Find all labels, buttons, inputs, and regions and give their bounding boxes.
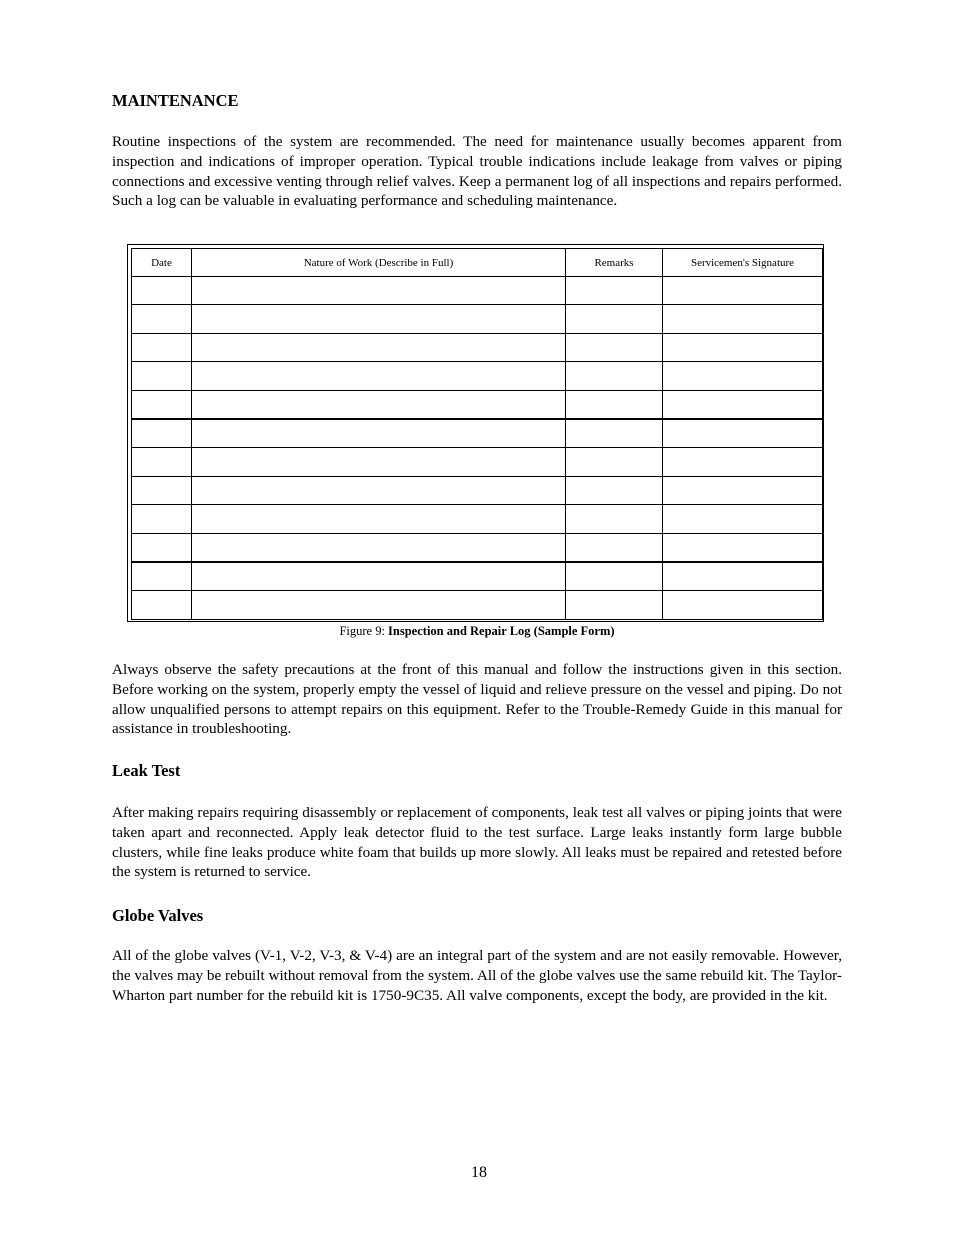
inspection-log-table (131, 248, 823, 620)
signature-cell (663, 591, 823, 620)
signature-cell (663, 419, 823, 448)
figure-title: Inspection and Repair Log (Sample Form) (388, 624, 615, 638)
maintenance-heading: MAINTENANCE (112, 91, 239, 110)
log-row (132, 305, 823, 333)
log-row (132, 362, 823, 390)
log-row (132, 505, 823, 533)
remarks-cell (566, 333, 663, 361)
work-cell (192, 305, 566, 333)
maintenance-paragraph: Routine inspections of the system are recommended. The need for maintenance usually becomes apparent from inspection and indications of improper operation. Typical trouble indications include leakage from valves or piping connections and excessive venting through relief valves. Keep a permanent log of all inspections and repairs performed. Such a log can be valuable in evaluating performance and scheduling maintenance. (112, 133, 842, 210)
log-row (132, 533, 823, 562)
signature-cell (663, 277, 823, 305)
date-cell (132, 505, 192, 533)
date-cell (132, 419, 192, 448)
work-cell (192, 476, 566, 504)
work-cell (192, 333, 566, 361)
remarks-cell (566, 562, 663, 591)
signature-cell (663, 533, 823, 562)
date-cell (132, 533, 192, 562)
leak-test-paragraph: After making repairs requiring disassembly or replacement of components, leak test all valves or piping joints that were taken apart and reconnected. Apply leak detector fluid to the test surface. Large leaks instantly form large bubble clusters, while fine leaks produce white foam that builds up more slowly. All leaks must be repaired and retested before the system is returned to service. (112, 804, 842, 881)
date-cell (132, 476, 192, 504)
date-cell (132, 390, 192, 419)
log-row (132, 390, 823, 419)
column-header-remarks: Remarks (566, 249, 663, 277)
signature-cell (663, 476, 823, 504)
safety-paragraph: Always observe the safety precautions at the front of this manual and follow the instructions given in this section. Before working on the system, properly empty the vessel of liquid and relieve pressure on the vessel and piping. Do not allow unqualified persons to attempt repairs on this equipment. Refer to the Trouble-Remedy Guide in this manual for assistance in troubleshooting. (112, 661, 842, 738)
page-number: 18 (471, 1164, 487, 1181)
log-row (132, 448, 823, 476)
figure-label: Figure 9: (339, 624, 389, 638)
remarks-cell (566, 419, 663, 448)
work-cell (192, 419, 566, 448)
inspection-log-form (127, 244, 824, 622)
column-header-nature-of-work: Nature of Work (Describe in Full) (192, 249, 566, 277)
date-cell (132, 362, 192, 390)
log-row (132, 562, 823, 591)
signature-cell (663, 305, 823, 333)
remarks-cell (566, 505, 663, 533)
leak-test-heading: Leak Test (112, 761, 181, 780)
log-row (132, 333, 823, 361)
work-cell (192, 505, 566, 533)
date-cell (132, 448, 192, 476)
date-cell (132, 277, 192, 305)
remarks-cell (566, 591, 663, 620)
date-cell (132, 305, 192, 333)
signature-cell (663, 390, 823, 419)
log-header-row (132, 249, 823, 277)
signature-cell (663, 562, 823, 591)
globe-valves-heading: Globe Valves (112, 906, 204, 925)
work-cell (192, 390, 566, 419)
figure-caption (0, 624, 954, 639)
remarks-cell (566, 277, 663, 305)
signature-cell (663, 448, 823, 476)
work-cell (192, 362, 566, 390)
log-row (132, 476, 823, 504)
signature-cell (663, 333, 823, 361)
work-cell (192, 277, 566, 305)
remarks-cell (566, 448, 663, 476)
date-cell (132, 333, 192, 361)
work-cell (192, 562, 566, 591)
log-row (132, 277, 823, 305)
remarks-cell (566, 533, 663, 562)
date-cell (132, 591, 192, 620)
remarks-cell (566, 390, 663, 419)
signature-cell (663, 505, 823, 533)
log-row (132, 419, 823, 448)
work-cell (192, 448, 566, 476)
work-cell (192, 533, 566, 562)
date-cell (132, 562, 192, 591)
globe-valves-paragraph: All of the globe valves (V-1, V-2, V-3, & V-4) are an integral part of the system and are not easily removable. However, the valves may be rebuilt without removal from the system. All of the globe valves use the same rebuild kit. The Taylor-Wharton part number for the rebuild kit is 1750-9C35. All valve components, except the body, are provided in the kit. (112, 947, 842, 1004)
column-header-signature: Servicemen's Signature (663, 249, 823, 277)
signature-cell (663, 362, 823, 390)
work-cell (192, 591, 566, 620)
log-row (132, 591, 823, 620)
column-header-date: Date (132, 249, 192, 277)
remarks-cell (566, 305, 663, 333)
remarks-cell (566, 476, 663, 504)
remarks-cell (566, 362, 663, 390)
